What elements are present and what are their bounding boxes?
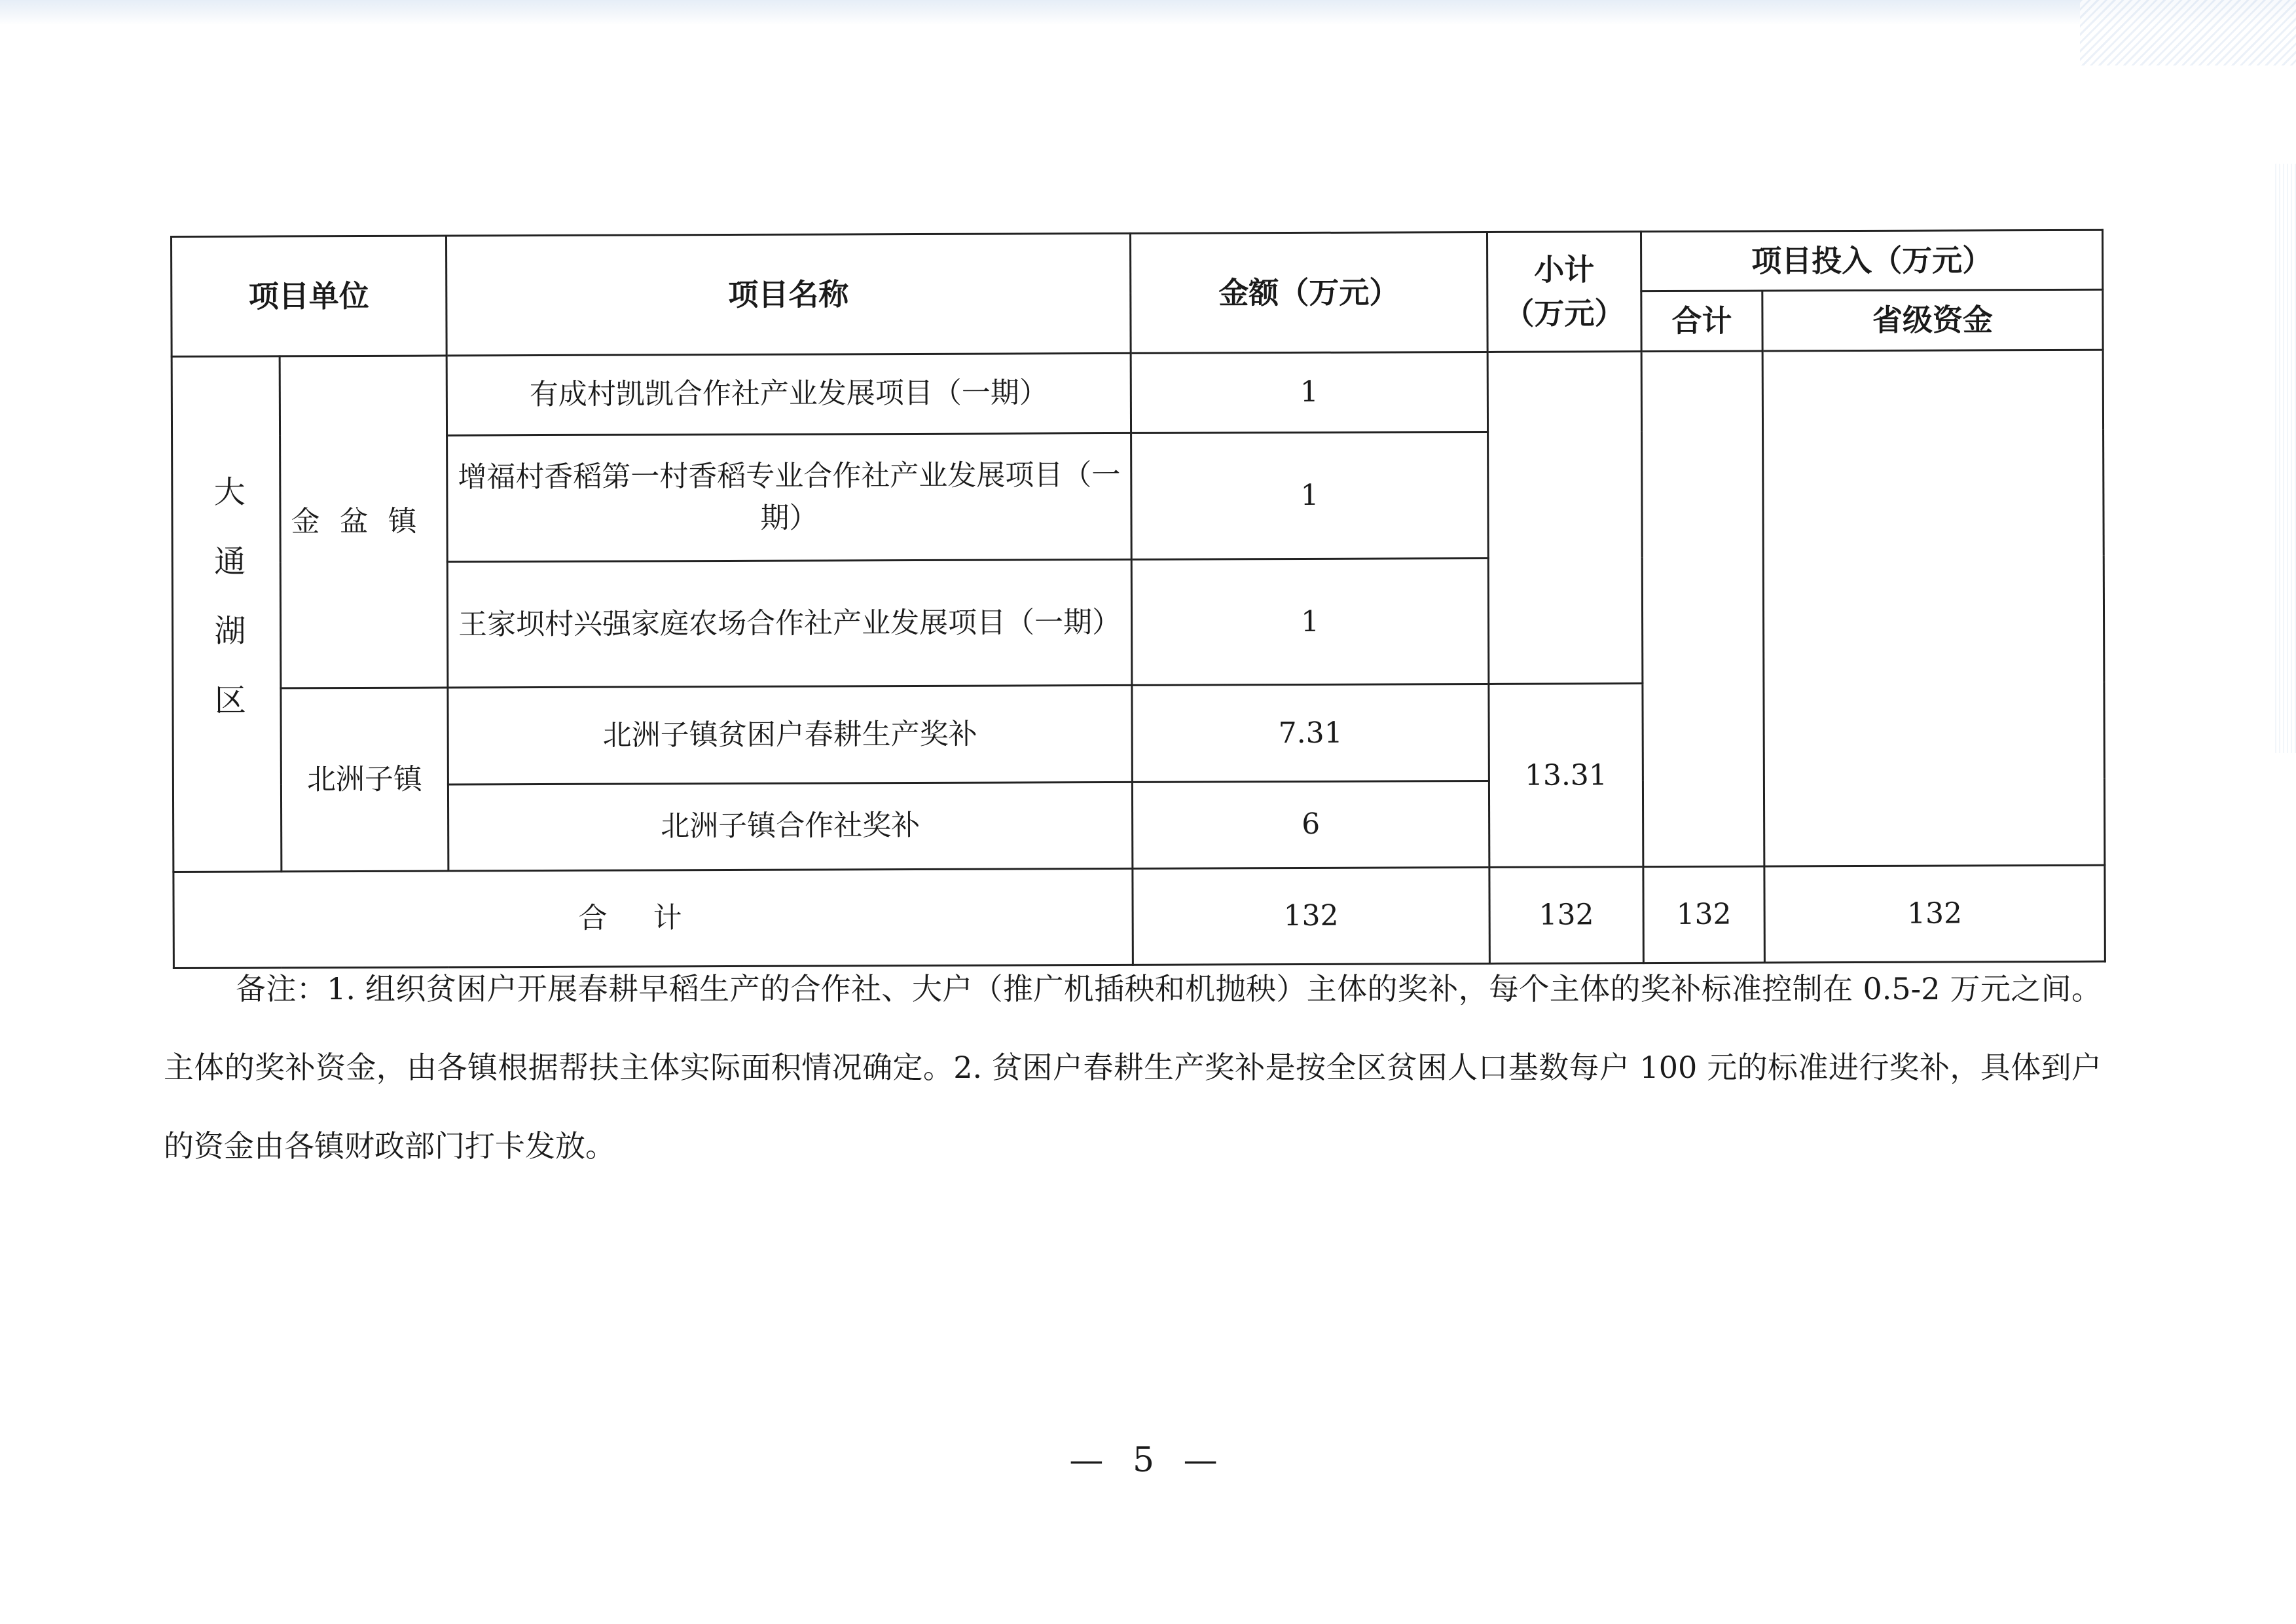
project-name: 有成村凯凯合作社产业发展项目（一期） bbox=[446, 353, 1131, 435]
header-project-name: 项目名称 bbox=[446, 233, 1131, 355]
remarks bbox=[164, 950, 2102, 1185]
town-name: 北洲子镇 bbox=[281, 688, 448, 871]
fund-allocation-table bbox=[170, 229, 2106, 969]
town-subtotal bbox=[1487, 351, 1643, 684]
project-name: 王家坝村兴强家庭农场合作社产业发展项目（一期） bbox=[447, 559, 1132, 688]
project-amount: 1 bbox=[1131, 432, 1489, 559]
town-name: 金盆镇 bbox=[280, 356, 448, 689]
header-subtotal-line1: 小计 bbox=[1534, 251, 1595, 287]
header-investment-total: 合计 bbox=[1641, 291, 1762, 351]
header-subtotal bbox=[1487, 232, 1641, 352]
project-amount: 7.31 bbox=[1132, 684, 1489, 782]
total-provincial: 132 bbox=[1764, 865, 2105, 963]
project-name: 北洲子镇合作社奖补 bbox=[448, 782, 1132, 871]
project-name: 北洲子镇贫困户春耕生产奖补 bbox=[448, 686, 1133, 784]
header-amount: 金额（万元） bbox=[1130, 232, 1487, 353]
page-number: — 5 — bbox=[1069, 1441, 1227, 1480]
district-cell bbox=[172, 356, 282, 872]
project-amount: 1 bbox=[1131, 558, 1489, 686]
remarks-text: 备注：1. 组织贫困户开展春耕早稻生产的合作社、大户（推广机插秧和机抛秧）主体的奖补，每个主体的奖补标准控制在 0.5-2 万元之间。主体的奖补资金，由各镇根据帮扶主体实际面积情况确定。2. 贫困户春耕生产奖补是按全区贫困人口基数每户 100 元的标准进行奖补，具体到户的资金由各镇财政部门打卡发放。 bbox=[164, 971, 2102, 1164]
page-border-decoration bbox=[0, 0, 2296, 25]
investment-provincial-cell bbox=[1762, 350, 2105, 866]
investment-total-cell bbox=[1641, 351, 1764, 867]
header-subtotal-line2: （万元） bbox=[1504, 295, 1625, 331]
total-investment: 132 bbox=[1643, 866, 1765, 963]
total-label: 合计 bbox=[173, 868, 1133, 968]
header-investment-provincial: 省级资金 bbox=[1762, 290, 2103, 351]
header-investment: 项目投入（万元） bbox=[1641, 230, 2102, 291]
project-amount: 1 bbox=[1131, 352, 1487, 433]
project-amount: 6 bbox=[1132, 781, 1489, 868]
side-decoration bbox=[2275, 164, 2296, 753]
total-amount: 132 bbox=[1133, 867, 1490, 965]
corner-decoration bbox=[2080, 0, 2296, 65]
project-name: 增福村香稻第一村香稻专业合作社产业发展项目（一期） bbox=[447, 433, 1132, 562]
header-unit: 项目单位 bbox=[172, 236, 447, 356]
town-subtotal: 13.31 bbox=[1489, 684, 1643, 867]
total-subtotal: 132 bbox=[1489, 866, 1644, 963]
table-row bbox=[172, 350, 2103, 436]
district-name: 大通湖区 bbox=[208, 475, 246, 753]
header-row-1 bbox=[172, 230, 2103, 297]
